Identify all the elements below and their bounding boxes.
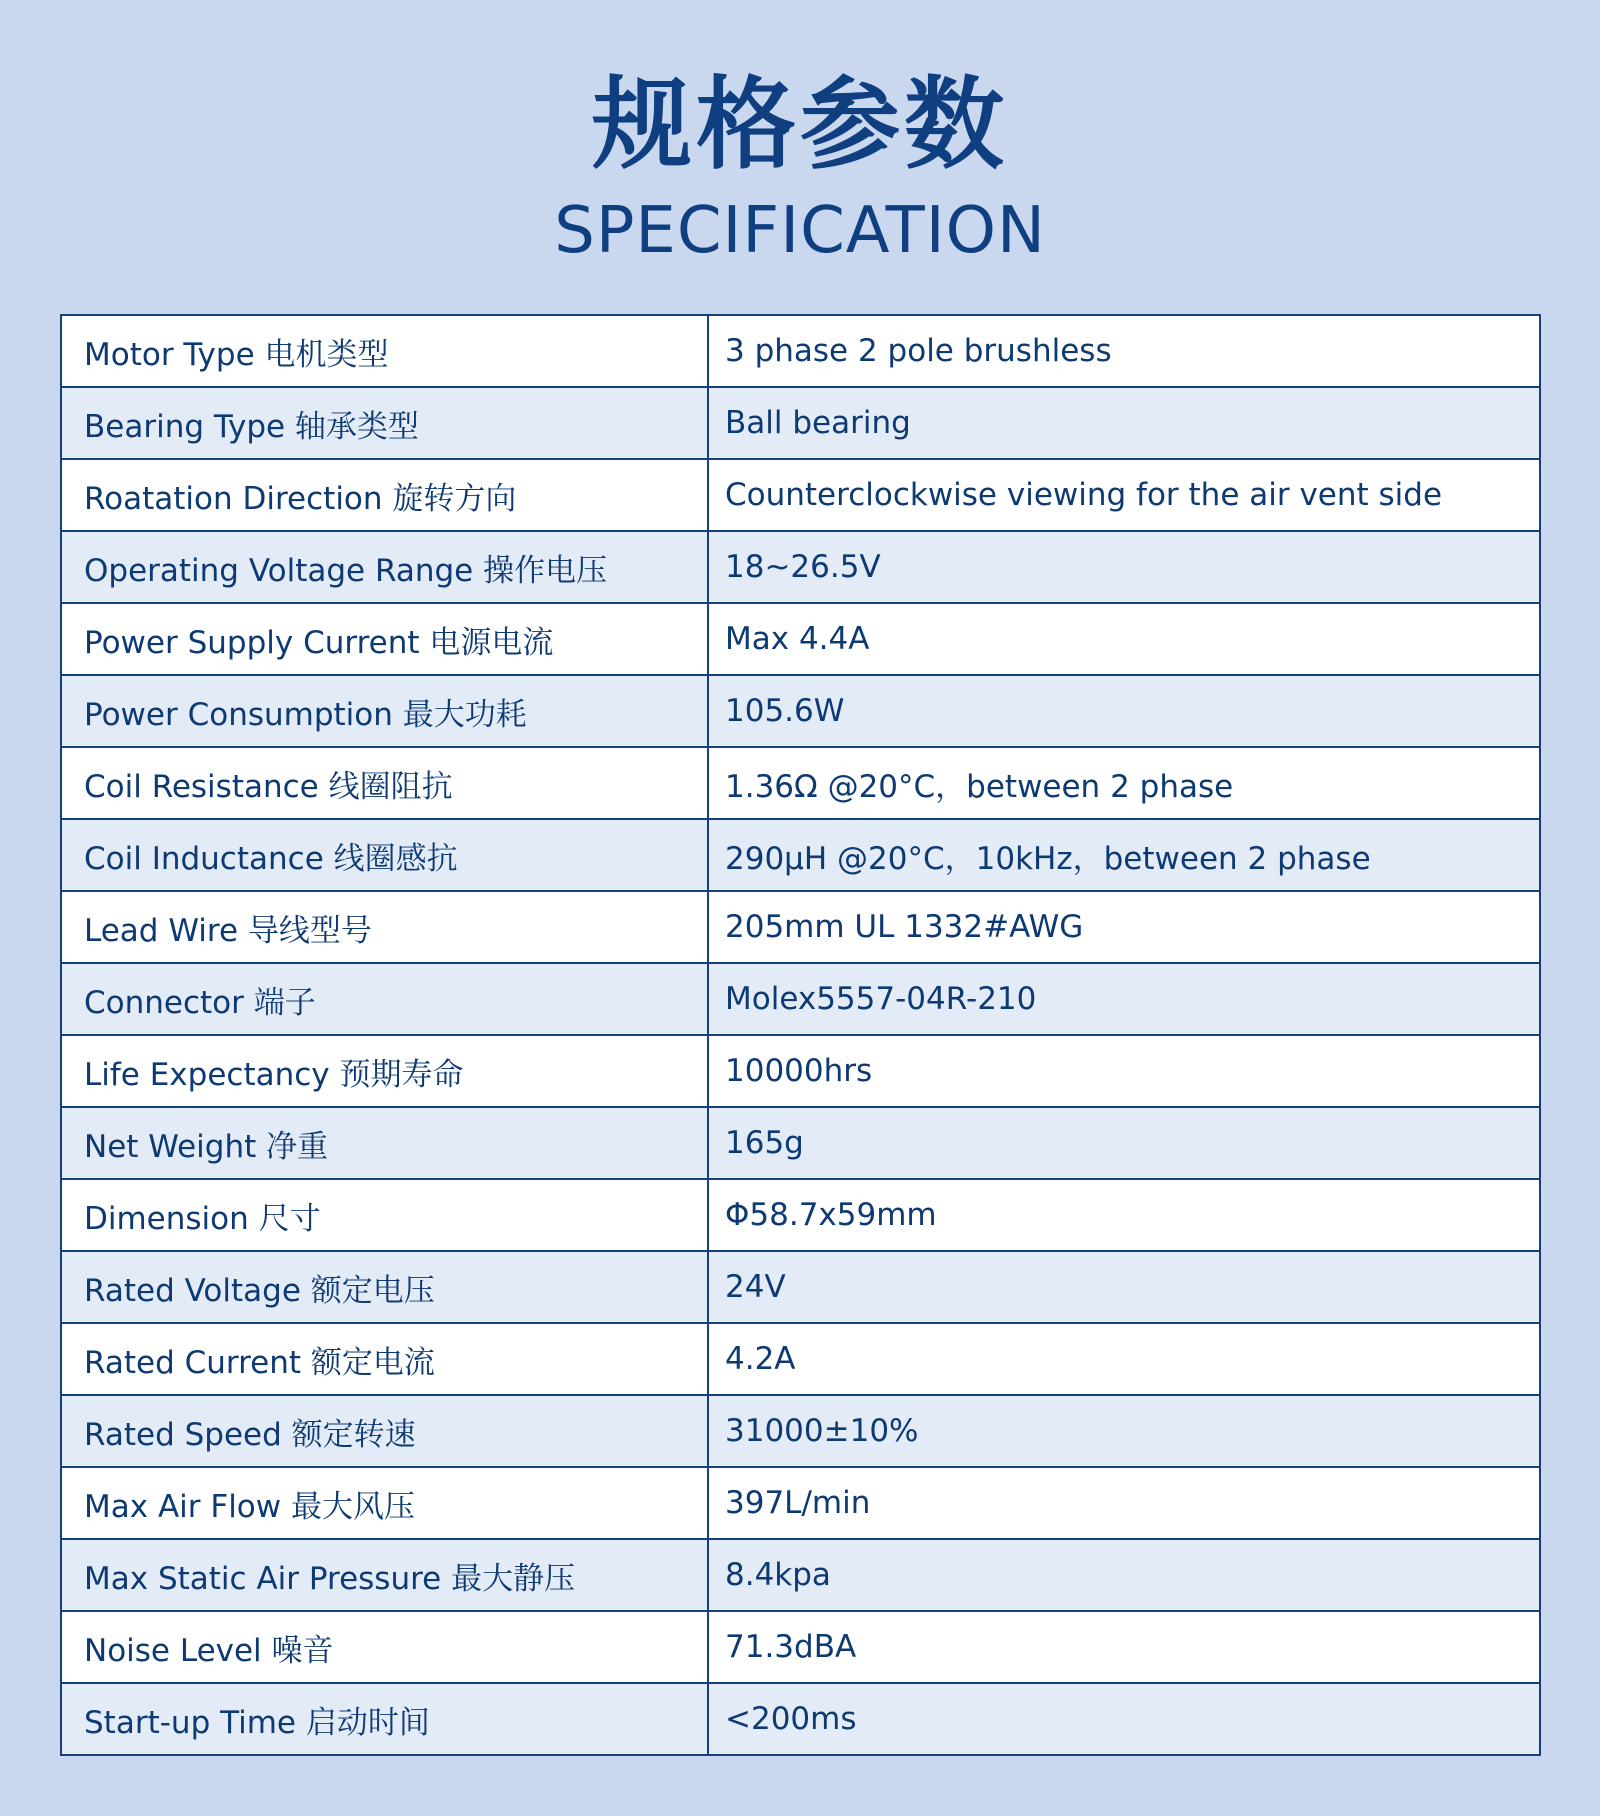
- spec-label: Start-up Time 启动时间: [61, 1683, 708, 1755]
- table-row: [61, 747, 1540, 819]
- table-row: [61, 891, 1540, 963]
- spec-label: Rated Voltage 额定电压: [61, 1251, 708, 1323]
- spec-label: Connector 端子: [61, 963, 708, 1035]
- spec-value: 71.3dBA: [708, 1611, 1540, 1683]
- spec-value: 24V: [708, 1251, 1540, 1323]
- table-row: [61, 963, 1540, 1035]
- spec-label: Lead Wire 导线型号: [61, 891, 708, 963]
- spec-value: Φ58.7x59mm: [708, 1179, 1540, 1251]
- table-row: [61, 603, 1540, 675]
- table-row: [61, 1179, 1540, 1251]
- spec-label: Bearing Type 轴承类型: [61, 387, 708, 459]
- spec-label: Power Supply Current 电源电流: [61, 603, 708, 675]
- table-row: [61, 459, 1540, 531]
- spec-value: 10000hrs: [708, 1035, 1540, 1107]
- spec-label: Motor Type 电机类型: [61, 315, 708, 387]
- spec-value: Counterclockwise viewing for the air vent side: [708, 459, 1540, 531]
- spec-label: Rated Speed 额定转速: [61, 1395, 708, 1467]
- table-row: [61, 675, 1540, 747]
- spec-value: 290μH @20°C，10kHz，between 2 phase: [708, 819, 1540, 891]
- page-header: [0, 66, 1600, 268]
- spec-value: 8.4kpa: [708, 1539, 1540, 1611]
- spec-label: Dimension 尺寸: [61, 1179, 708, 1251]
- spec-label: Power Consumption 最大功耗: [61, 675, 708, 747]
- spec-label: Rated Current 额定电流: [61, 1323, 708, 1395]
- spec-value: 165g: [708, 1107, 1540, 1179]
- table-row: [61, 1539, 1540, 1611]
- table-row: [61, 1395, 1540, 1467]
- spec-label: Max Air Flow 最大风压: [61, 1467, 708, 1539]
- spec-label: Coil Inductance 线圈感抗: [61, 819, 708, 891]
- spec-value: Max 4.4A: [708, 603, 1540, 675]
- spec-label: Coil Resistance 线圈阻抗: [61, 747, 708, 819]
- page-title-english: SPECIFICATION: [554, 194, 1046, 268]
- spec-label: Net Weight 净重: [61, 1107, 708, 1179]
- spec-label: Life Expectancy 预期寿命: [61, 1035, 708, 1107]
- table-row: [61, 1035, 1540, 1107]
- table-row: [61, 1323, 1540, 1395]
- spec-value: 31000±10%: [708, 1395, 1540, 1467]
- spec-value: 18~26.5V: [708, 531, 1540, 603]
- spec-value: 3 phase 2 pole brushless: [708, 315, 1540, 387]
- table-row: [61, 1611, 1540, 1683]
- spec-value: 205mm UL 1332#AWG: [708, 891, 1540, 963]
- spec-value: 1.36Ω @20°C，between 2 phase: [708, 747, 1540, 819]
- table-row: [61, 819, 1540, 891]
- table-row: [61, 315, 1540, 387]
- spec-value: <200ms: [708, 1683, 1540, 1755]
- table-row: [61, 531, 1540, 603]
- table-row: [61, 1107, 1540, 1179]
- spec-value: Ball bearing: [708, 387, 1540, 459]
- page-title-chinese: 规格参数: [592, 66, 1008, 183]
- spec-label: Operating Voltage Range 操作电压: [61, 531, 708, 603]
- spec-label: Noise Level 噪音: [61, 1611, 708, 1683]
- spec-value: 397L/min: [708, 1467, 1540, 1539]
- spec-value: Molex5557-04R-210: [708, 963, 1540, 1035]
- spec-label: Roatation Direction 旋转方向: [61, 459, 708, 531]
- table-row: [61, 1467, 1540, 1539]
- specification-table: [60, 314, 1541, 1756]
- table-row: [61, 1683, 1540, 1755]
- table-row: [61, 1251, 1540, 1323]
- spec-value: 105.6W: [708, 675, 1540, 747]
- spec-value: 4.2A: [708, 1323, 1540, 1395]
- spec-label: Max Static Air Pressure 最大静压: [61, 1539, 708, 1611]
- table-row: [61, 387, 1540, 459]
